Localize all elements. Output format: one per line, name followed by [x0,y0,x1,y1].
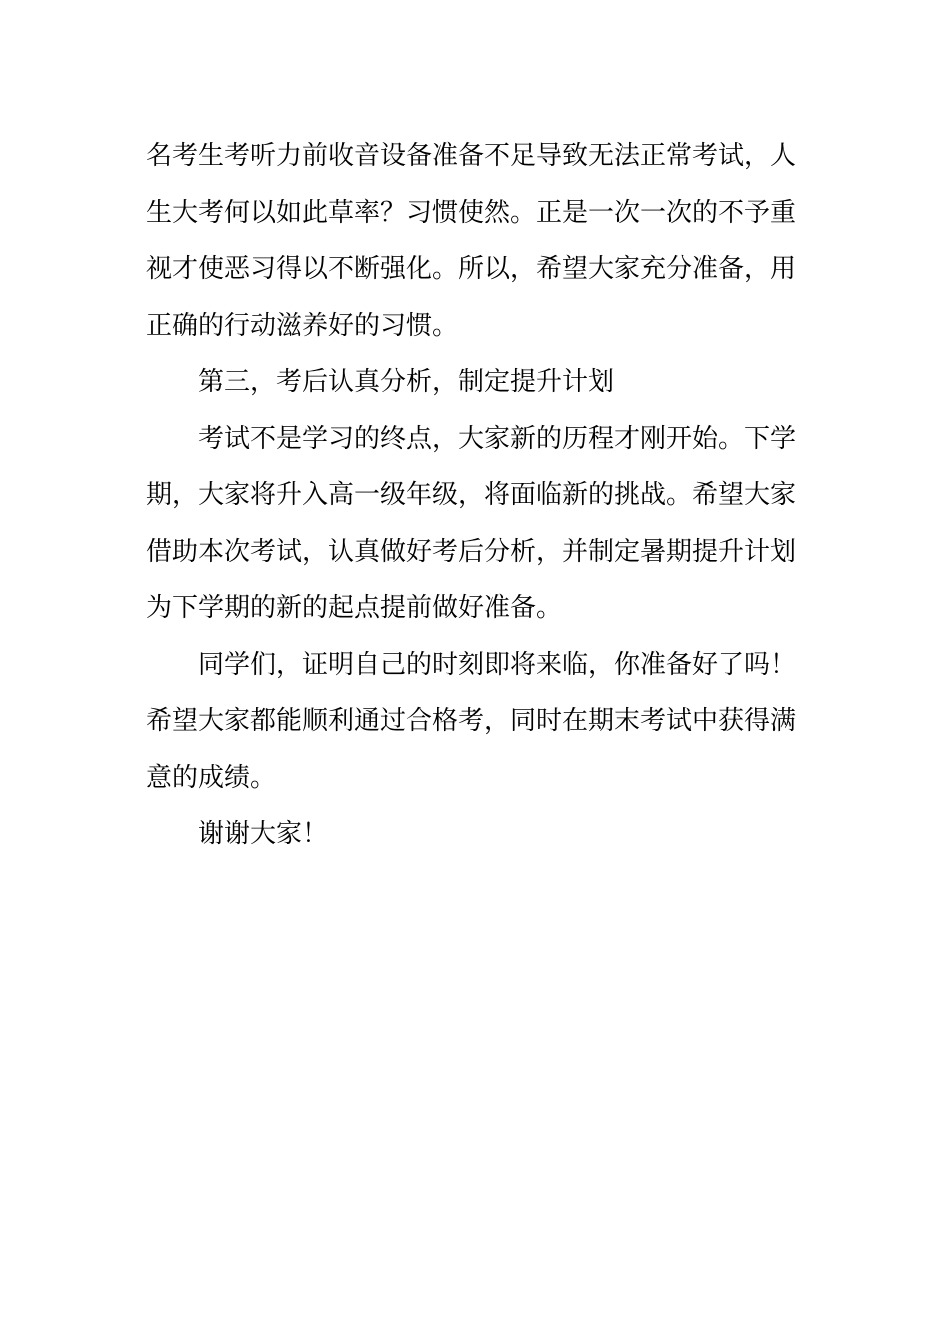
section-heading [146,354,808,411]
paragraph [146,637,808,807]
text-line: 期，大家将升入高一级年级，将面临新的挑战。希望大家 [146,480,797,510]
paragraph-continued [146,128,808,354]
text-line: 意的成绩。 [146,762,277,793]
text-line: 借助本次考试，认真做好考后分析，并制定暑期提升计划 [146,536,797,567]
text-line: 名考生考听力前收音设备准备不足导致无法正常考试，人 [146,141,797,171]
text-line: 同学们，证明自己的时刻即将来临，你准备好了吗！ [198,649,797,680]
closing-line [146,806,808,863]
text-line: 考试不是学习的终点，大家新的历程才刚开始。下学 [198,423,797,454]
text-line: 第三，考后认真分析，制定提升计划 [198,367,615,397]
text-line: 生大考何以如此草率？习惯使然。正是一次一次的不予重 [146,197,797,228]
paragraph [146,411,808,637]
text-line: 为下学期的新的起点提前做好准备。 [146,593,563,623]
document-body [146,128,808,863]
text-line: 谢谢大家！ [198,819,329,849]
text-line: 视才使恶习得以不断强化。所以，希望大家充分准备，用 [146,254,797,284]
text-line: 正确的行动滋养好的习惯。 [146,310,459,341]
text-line: 希望大家都能顺利通过合格考，同时在期末考试中获得满 [146,706,797,736]
